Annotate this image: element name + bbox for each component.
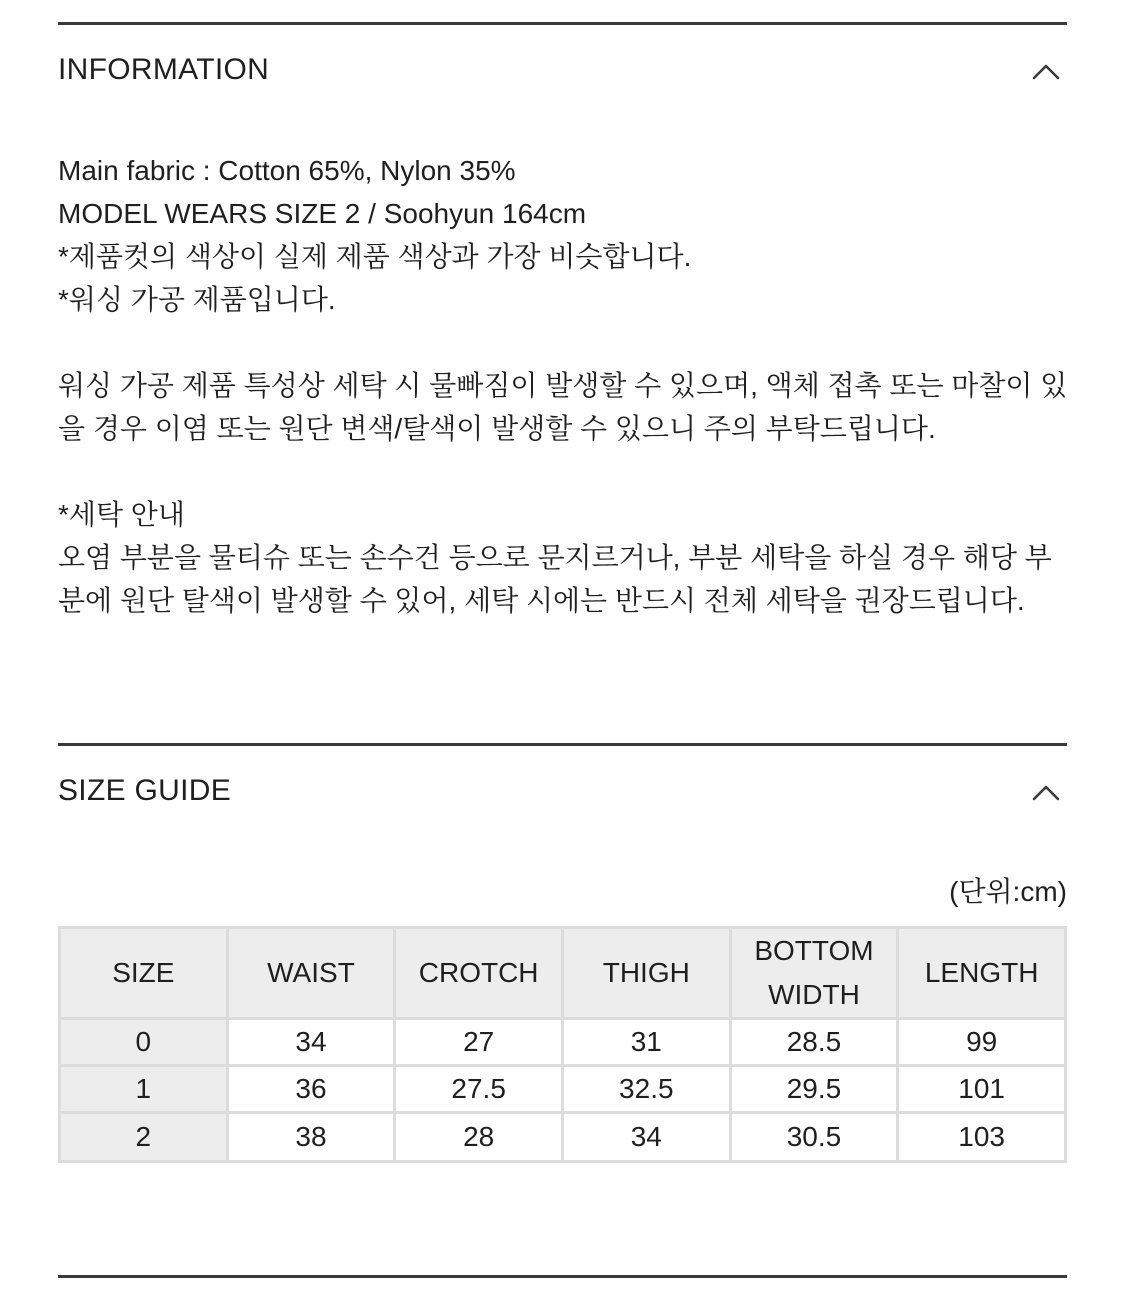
header-bottom-width-line2: WIDTH xyxy=(768,979,860,1010)
model-info: MODEL WEARS SIZE 2 / Soohyun 164cm xyxy=(58,198,587,229)
size-cell: 1 xyxy=(60,1066,228,1113)
table-row xyxy=(60,1066,1066,1113)
bottom-width-cell: 29.5 xyxy=(730,1066,898,1113)
bottom-width-cell: 30.5 xyxy=(730,1113,898,1162)
thigh-cell: 34 xyxy=(562,1113,730,1162)
information-top-divider xyxy=(58,22,1067,25)
wash-guide-paragraph: 오염 부분을 물티슈 또는 손수건 등으로 문지르거나, 부분 세탁을 하실 경우 해당 부분에 원단 탈색이 발생할 수 있어, 세탁 시에는 반드시 전체 세탁을 권장드립니다. xyxy=(58,542,1052,616)
thigh-cell: 32.5 xyxy=(562,1066,730,1113)
fabric-info: Main fabric : Cotton 65%, Nylon 35% xyxy=(58,155,516,186)
size-guide-title: SIZE GUIDE xyxy=(58,774,232,807)
size-guide-top-divider xyxy=(58,743,1067,746)
header-bottom-width-line1: BOTTOM xyxy=(754,935,874,966)
waist-cell: 34 xyxy=(227,1019,395,1066)
size-table xyxy=(58,926,1067,1163)
length-cell: 103 xyxy=(898,1113,1066,1162)
waist-cell: 38 xyxy=(227,1113,395,1162)
washing-caution-paragraph: 워싱 가공 제품 특성상 세탁 시 물빠짐이 발생할 수 있으며, 액체 접촉 또는 마찰이 있을 경우 이염 또는 원단 변색/탈색이 발생할 수 있으니 주의 부탁드립니다. xyxy=(58,370,1068,444)
information-content xyxy=(58,149,1068,622)
header-bottom-width xyxy=(730,928,898,1019)
crotch-cell: 28 xyxy=(395,1113,563,1162)
chevron-up-icon[interactable] xyxy=(1031,777,1061,807)
table-row xyxy=(60,1019,1066,1066)
crotch-cell: 27 xyxy=(395,1019,563,1066)
table-header-row xyxy=(60,928,1066,1019)
size-cell: 2 xyxy=(60,1113,228,1162)
table-row xyxy=(60,1113,1066,1162)
thigh-cell: 31 xyxy=(562,1019,730,1066)
header-length: LENGTH xyxy=(898,928,1066,1019)
bottom-width-cell: 28.5 xyxy=(730,1019,898,1066)
wash-guide-title: *세탁 안내 xyxy=(58,499,185,530)
size-guide-header[interactable] xyxy=(58,771,1067,811)
header-waist: WAIST xyxy=(227,928,395,1019)
header-thigh: THIGH xyxy=(562,928,730,1019)
size-cell: 0 xyxy=(60,1019,228,1066)
waist-cell: 36 xyxy=(227,1066,395,1113)
length-cell: 99 xyxy=(898,1019,1066,1066)
washing-note: *워싱 가공 제품입니다. xyxy=(58,284,336,315)
length-cell: 101 xyxy=(898,1066,1066,1113)
header-crotch: CROTCH xyxy=(395,928,563,1019)
size-guide-bottom-divider xyxy=(58,1275,1067,1278)
unit-label: (단위:cm) xyxy=(949,876,1067,907)
information-header[interactable] xyxy=(58,50,1067,90)
chevron-up-icon[interactable] xyxy=(1031,56,1061,86)
crotch-cell: 27.5 xyxy=(395,1066,563,1113)
header-size: SIZE xyxy=(60,928,228,1019)
information-title: INFORMATION xyxy=(58,53,270,86)
color-note: *제품컷의 색상이 실제 제품 색상과 가장 비슷합니다. xyxy=(58,241,692,272)
